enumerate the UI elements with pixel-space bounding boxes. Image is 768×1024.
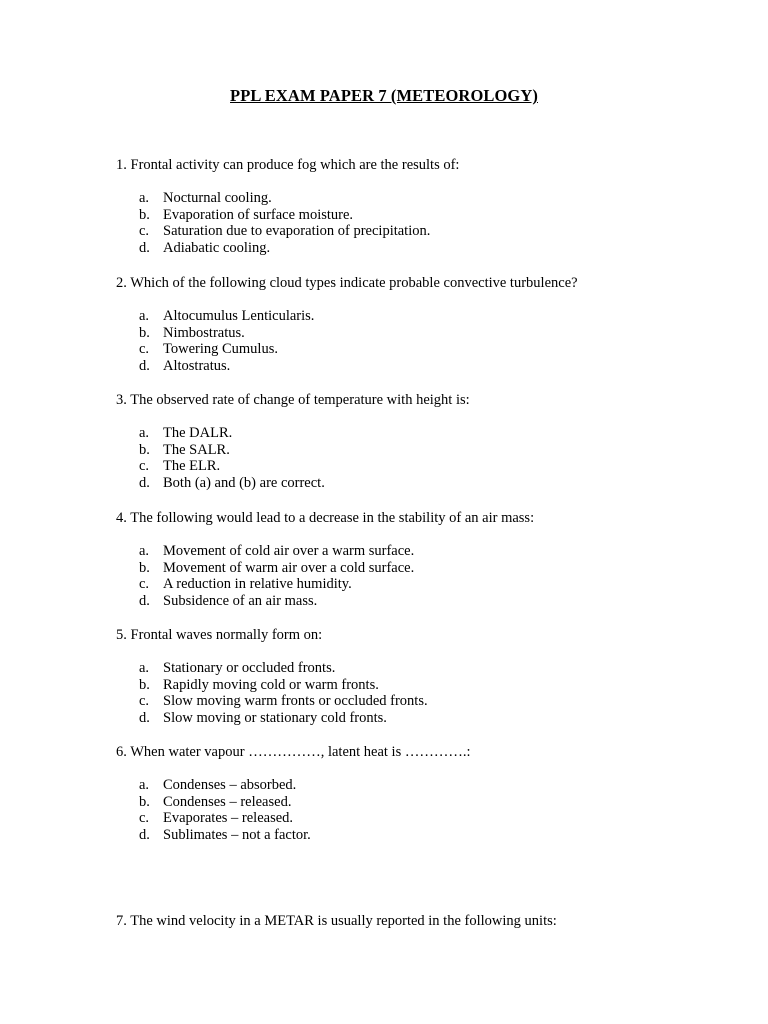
option-text: Towering Cumulus. — [163, 341, 278, 358]
option-text: Adiabatic cooling. — [163, 240, 271, 257]
option-letter: a. — [139, 776, 150, 793]
option-letter: c. — [139, 458, 150, 475]
question-text: 1. Frontal activity can produce fog which are the results of: — [116, 157, 460, 173]
page-title: PPL EXAM PAPER 7 (METEOROLOGY) — [230, 86, 538, 105]
option-text: Evaporates – released. — [163, 810, 294, 827]
option-text: Saturation due to evaporation of precipitation. — [163, 223, 431, 240]
option-letter: d. — [139, 240, 150, 257]
option-letter: d. — [139, 710, 150, 727]
option-item — [116, 660, 676, 677]
option-text: Rapidly moving cold or warm fronts. — [163, 676, 379, 693]
option-item — [116, 576, 676, 593]
option-item — [116, 341, 676, 358]
question-text: 3. The observed rate of change of temperature with height is: — [116, 392, 470, 408]
option-item — [116, 710, 676, 727]
question-5 — [116, 627, 676, 727]
question-text: 6. When water vapour ……………, latent heat is ………….: — [116, 744, 471, 760]
option-letter: b. — [139, 676, 150, 693]
option-list — [116, 308, 676, 375]
option-text: A reduction in relative humidity. — [163, 576, 352, 593]
option-text: Condenses – released. — [163, 793, 292, 810]
option-text: Slow moving or stationary cold fronts. — [163, 710, 387, 727]
option-item — [116, 325, 676, 342]
option-item — [116, 810, 676, 827]
option-text: Nocturnal cooling. — [163, 189, 272, 206]
question-1 — [116, 157, 676, 257]
option-letter: c. — [139, 576, 150, 593]
option-text: Sublimates – not a factor. — [163, 827, 311, 844]
question-text: 2. Which of the following cloud types indicate probable convective turbulence? — [116, 275, 578, 291]
option-list — [116, 190, 676, 257]
option-item — [116, 223, 676, 240]
option-letter: b. — [139, 206, 150, 223]
option-text: Evaporation of surface moisture. — [163, 206, 354, 223]
question-3 — [116, 392, 676, 492]
option-item — [116, 677, 676, 694]
option-text: Both (a) and (b) are correct. — [163, 475, 325, 492]
option-item — [116, 458, 676, 475]
option-item — [116, 827, 676, 844]
option-letter: a. — [139, 659, 150, 676]
option-letter: a. — [139, 542, 150, 559]
option-item — [116, 693, 676, 710]
option-letter: c. — [139, 223, 150, 240]
option-item — [116, 593, 676, 610]
option-letter: b. — [139, 441, 150, 458]
question-text: 5. Frontal waves normally form on: — [116, 627, 323, 643]
option-item — [116, 777, 676, 794]
option-item — [116, 442, 676, 459]
option-item — [116, 560, 676, 577]
option-letter: d. — [139, 593, 150, 610]
option-item — [116, 425, 676, 442]
option-letter: d. — [139, 827, 150, 844]
option-text: Subsidence of an air mass. — [163, 593, 318, 610]
option-letter: d. — [139, 358, 150, 375]
option-item — [116, 190, 676, 207]
option-item — [116, 794, 676, 811]
question-text: 7. The wind velocity in a METAR is usually reported in the following units: — [116, 913, 557, 929]
question-6 — [116, 744, 676, 844]
option-letter: b. — [139, 559, 150, 576]
option-text: Condenses – absorbed. — [163, 776, 297, 793]
option-list — [116, 777, 676, 844]
option-text: The DALR. — [163, 424, 233, 441]
option-letter: b. — [139, 324, 150, 341]
option-list — [116, 660, 676, 727]
option-list — [116, 543, 676, 610]
option-item — [116, 475, 676, 492]
option-item — [116, 543, 676, 560]
option-text: Altocumulus Lenticularis. — [163, 307, 315, 324]
option-text: The ELR. — [163, 458, 221, 475]
option-text: The SALR. — [163, 441, 230, 458]
option-text: Nimbostratus. — [163, 324, 245, 341]
question-text: 4. The following would lead to a decrease in the stability of an air mass: — [116, 510, 535, 526]
option-item — [116, 207, 676, 224]
question-2 — [116, 275, 676, 375]
question-4 — [116, 510, 676, 610]
option-letter: c. — [139, 810, 150, 827]
option-text: Movement of warm air over a cold surface. — [163, 559, 415, 576]
option-text: Slow moving warm fronts or occluded fronts. — [163, 693, 428, 710]
option-letter: a. — [139, 189, 150, 206]
option-letter: a. — [139, 424, 150, 441]
option-letter: c. — [139, 693, 150, 710]
option-item — [116, 358, 676, 375]
option-text: Altostratus. — [163, 358, 231, 375]
option-letter: c. — [139, 341, 150, 358]
option-text: Stationary or occluded fronts. — [163, 659, 336, 676]
question-7 — [116, 913, 676, 930]
option-list — [116, 425, 676, 492]
option-item — [116, 240, 676, 257]
option-item — [116, 308, 676, 325]
option-text: Movement of cold air over a warm surface. — [163, 542, 415, 559]
option-letter: d. — [139, 475, 150, 492]
option-letter: b. — [139, 793, 150, 810]
option-letter: a. — [139, 307, 150, 324]
